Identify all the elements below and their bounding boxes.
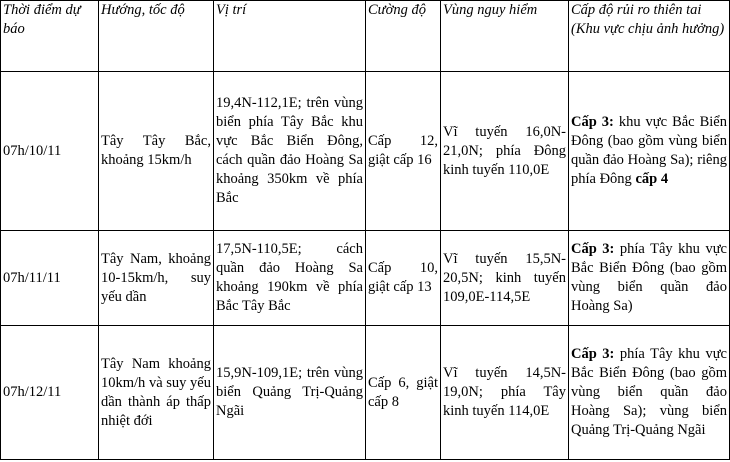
cell-danger-zone: Vĩ tuyến 14,5N-19,0N; phía Tây kinh tuyến 114,0E (441, 326, 569, 460)
table-header-row (1, 1, 730, 72)
table-row (1, 231, 730, 326)
risk-level-label: Cấp 3: (571, 241, 615, 257)
risk-level-label: cấp 4 (635, 171, 669, 187)
cell-position: 19,4N-112,1E; trên vùng biển phía Tây Bắc khu vực Bắc Biển Đông, cách quần đảo Hoàng Sa khoảng 350km về phía Bắc (214, 72, 366, 231)
cell-time: 07h/11/11 (1, 231, 99, 326)
header-time: Thời điểm dự báo (1, 1, 99, 72)
risk-level-label: Cấp 3: (571, 346, 615, 362)
risk-area-text: phía Tây khu vực Bắc Biển Đông (bao gồm vùng biển quần đảo Hoàng Sa); vùng biển Quảng Trị-Quảng Ngãi (571, 346, 727, 438)
table-row (1, 72, 730, 231)
risk-area-text: phía Tây khu vực Bắc Biển Đông (bao gồm vùng biển quần đảo Hoàng Sa) (571, 241, 727, 314)
risk-area-text: khu vực Bắc Biển Đông (bao gồm vùng biển quần đảo Hoàng Sa); riêng phía Đông (571, 114, 727, 187)
cell-direction: Tây Nam khoảng 10km/h và suy yếu dần thành áp thấp nhiệt đới (99, 326, 214, 460)
header-position: Vị trí (214, 1, 366, 72)
header-intensity: Cường độ (366, 1, 441, 72)
cell-position: 17,5N-110,5E; cách quần đảo Hoàng Sa khoảng 190km về phía Bắc Tây Bắc (214, 231, 366, 326)
cell-intensity: Cấp 10, giật cấp 13 (366, 231, 441, 326)
cell-intensity: Cấp 6, giật cấp 8 (366, 326, 441, 460)
table-row (1, 326, 730, 460)
header-direction: Hướng, tốc độ (99, 1, 214, 72)
cell-time: 07h/10/11 (1, 72, 99, 231)
header-risk-level: Cấp độ rủi ro thiên tai (Khu vực chịu ảnh hưởng) (569, 1, 730, 72)
cell-danger-zone: Vĩ tuyến 16,0N-21,0N; phía Đông kinh tuyến 110,0E (441, 72, 569, 231)
cell-position: 15,9N-109,1E; trên vùng biển Quảng Trị-Quảng Ngãi (214, 326, 366, 460)
cell-risk-level (569, 72, 730, 231)
risk-level-label: Cấp 3: (571, 114, 614, 130)
cell-intensity: Cấp 12, giật cấp 16 (366, 72, 441, 231)
header-danger-zone: Vùng nguy hiểm (441, 1, 569, 72)
cell-direction: Tây Nam, khoảng 10-15km/h, suy yếu dần (99, 231, 214, 326)
cell-time: 07h/12/11 (1, 326, 99, 460)
cell-direction: Tây Tây Bắc, khoảng 15km/h (99, 72, 214, 231)
cell-risk-level (569, 231, 730, 326)
cell-danger-zone: Vĩ tuyến 15,5N-20,5N; kinh tuyến 109,0E-114,5E (441, 231, 569, 326)
cell-risk-level (569, 326, 730, 460)
